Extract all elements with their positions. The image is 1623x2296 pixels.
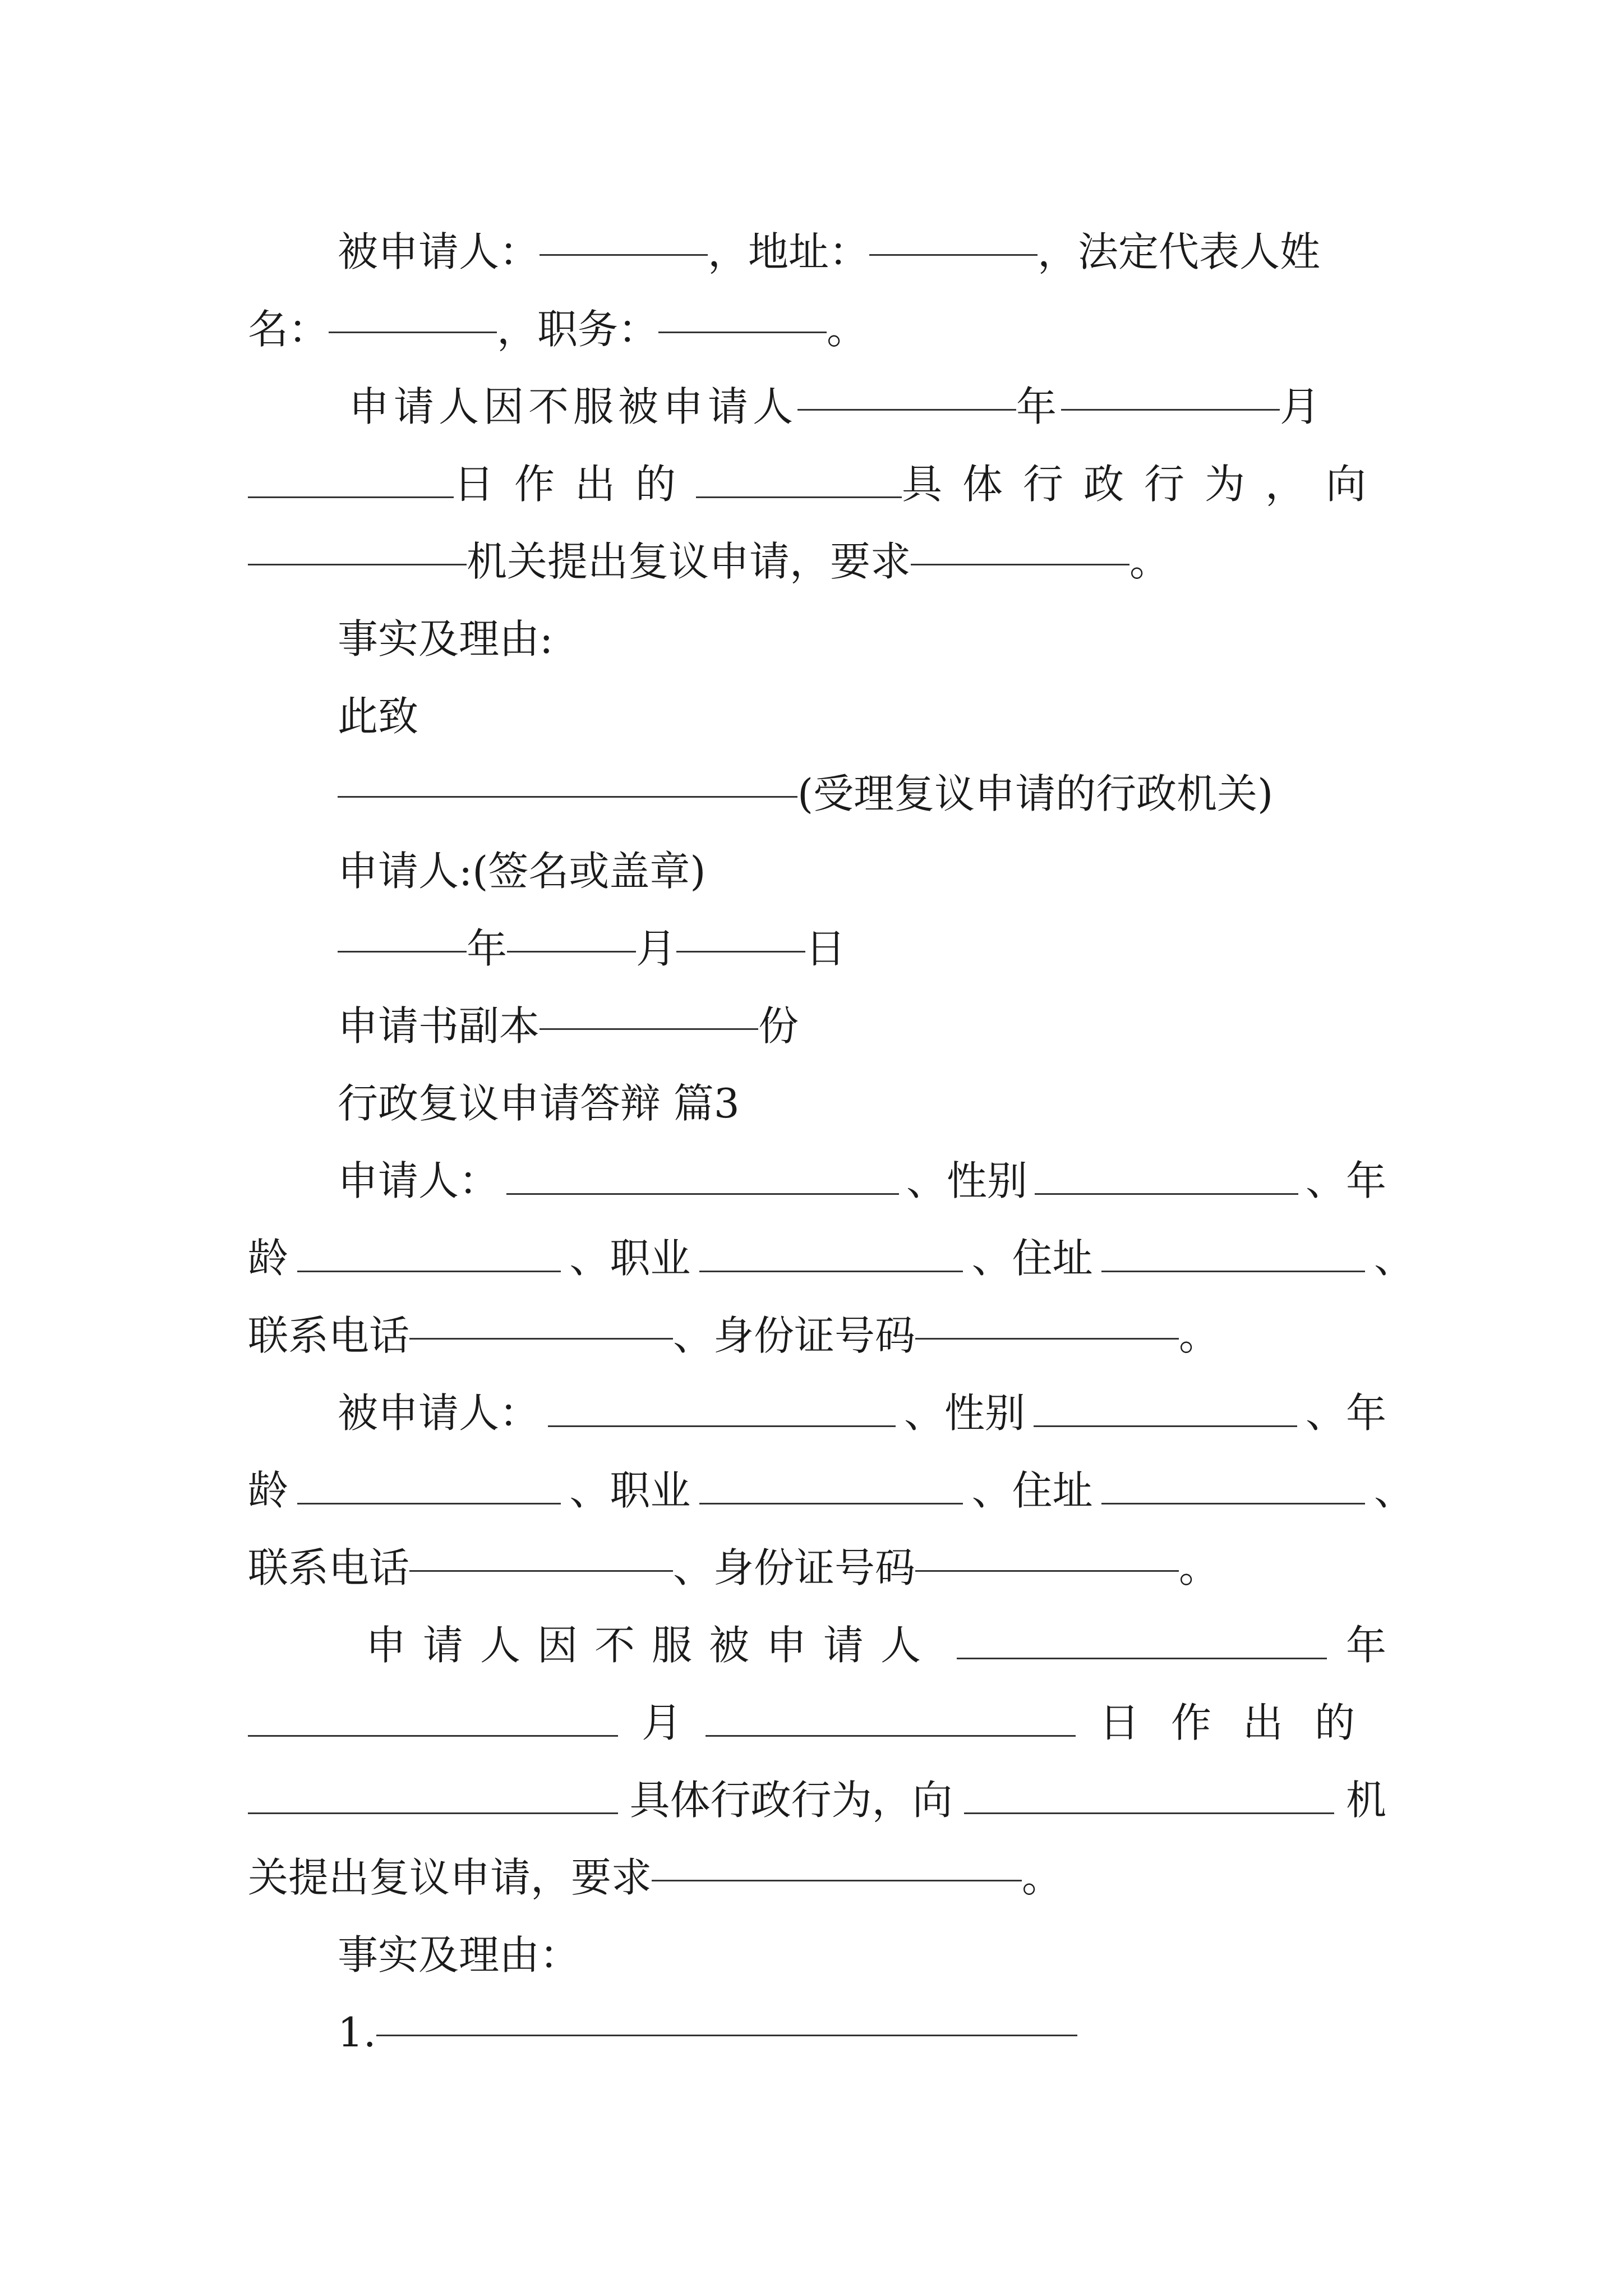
act-label: 具体行政行为，向 [901,461,1386,508]
request-blank[interactable] [911,563,1129,565]
copies-label: 申请书副本 [338,1002,540,1050]
copies-blank[interactable] [540,1028,758,1030]
date-line [248,910,1386,987]
statement-1-line-1 [248,368,1386,445]
id-blank[interactable] [915,1570,1179,1572]
separator: 、 [1373,1235,1414,1282]
statement-text: 申请人因不服被申请人 [349,383,798,430]
made-label: 日作出的 [1099,1699,1386,1746]
request-blank[interactable] [652,1879,1022,1881]
act-blank[interactable] [696,496,902,498]
section-title: 行政复议申请答辩 篇3 [338,1080,740,1127]
period: 。 [1022,1854,1063,1901]
statement-2-line-2 [248,1684,1386,1761]
period: 。 [1179,1312,1220,1359]
residence-label: 、住址 [971,1467,1093,1514]
gender-label: 、性别 [906,1157,1027,1204]
applicant-line-1 [248,1142,1386,1220]
age-label-tail: 龄 [248,1467,289,1514]
salutation: 此致 [338,693,419,740]
made-label: 日作出的 [453,461,696,508]
age-label: 、年 [1305,1389,1386,1437]
age-label: 、年 [1305,1157,1386,1204]
act-blank[interactable] [248,1812,618,1814]
id-blank[interactable] [915,1337,1179,1340]
recipient-blank[interactable] [338,795,797,798]
residence-blank[interactable] [1101,1502,1365,1504]
separator: 、 [1373,1467,1414,1514]
sign-month-blank[interactable] [507,950,636,953]
copies-unit: 份 [758,1002,799,1050]
list-item-1 [248,1994,1386,2071]
applicant-line-2 [248,1220,1414,1297]
month-label: 月 [641,1699,682,1746]
occupation-blank[interactable] [699,1502,963,1504]
age-label-tail: 龄 [248,1235,289,1282]
request-label: 机关提出复议申请，要求 [467,538,911,585]
list-number: 1. [338,2009,376,2056]
name-label-tail: 名： [248,306,329,353]
applicant-label: 申请人： [338,1157,500,1204]
occupation-blank[interactable] [699,1270,963,1272]
residence-label: 、住址 [971,1235,1093,1282]
address-label: ，地址： [708,228,870,275]
statement-text: 申请人因不服被申请人 [366,1622,938,1669]
gender-label: 、性别 [903,1389,1025,1437]
respondent-line-2 [248,291,1386,368]
phone-blank[interactable] [409,1570,673,1572]
statement-1-line-3 [248,523,1386,600]
recipient-line [248,755,1386,832]
period: 。 [827,306,868,353]
fact-blank-1[interactable] [376,2034,1077,2036]
respondent2-name-blank[interactable] [548,1425,896,1427]
residence-blank[interactable] [1101,1270,1365,1272]
respondent2-label: 被申请人： [338,1389,540,1437]
act-label: 具体行政行为，向 [629,1777,953,1824]
respondent2-line-1 [248,1374,1386,1452]
respondent2-line-2 [248,1452,1414,1529]
period: 。 [1179,1544,1220,1591]
respondent-name-blank[interactable] [540,254,708,256]
respondent-line-1 [248,213,1386,291]
statement-1-line-2 [248,445,1386,523]
facts-label-2: 事实及理由： [338,1931,580,1978]
id-label: 、身份证号码 [673,1544,916,1591]
day-blank[interactable] [706,1734,1076,1737]
statement-2-line-1 [248,1607,1386,1684]
statement-2-line-3 [248,1761,1386,1839]
month-blank[interactable] [248,1734,618,1737]
sign-day-label: 日 [805,925,846,972]
facts-label-1: 事实及理由: [338,615,554,662]
authority-label: 机 [1345,1777,1386,1824]
copies-line [248,987,1386,1065]
month-blank[interactable] [1061,408,1280,411]
day-blank[interactable] [248,496,454,498]
phone-label: 联系电话 [248,1544,410,1591]
age-blank[interactable] [297,1502,561,1504]
authority-blank[interactable] [248,563,467,565]
year-blank[interactable] [957,1657,1327,1659]
request-label: 关提出复议申请，要求 [248,1854,652,1901]
address-blank[interactable] [869,254,1038,256]
recipient-note: (受理复议申请的行政机关) [797,770,1274,817]
respondent-label: 被申请人： [338,228,540,275]
age-blank[interactable] [297,1270,561,1272]
applicant-line-3 [248,1297,1386,1374]
period: 。 [1129,538,1170,585]
legal-rep-label: ，法定代表人姓 [1038,228,1321,275]
id-label: 、身份证号码 [673,1312,916,1359]
sign-year-blank[interactable] [338,950,467,953]
authority-blank[interactable] [964,1812,1334,1814]
sign-day-blank[interactable] [676,950,805,953]
year-blank[interactable] [797,408,1016,411]
legal-rep-name-blank[interactable] [329,331,497,333]
signature-label: 申请人:(签名或盖章) [338,848,706,895]
year-label: 年 [1016,383,1062,430]
statement-2-line-4 [248,1839,1386,1916]
gender-blank[interactable] [1034,1425,1297,1427]
occupation-label: 、职业 [569,1235,691,1282]
year-label: 年 [1345,1622,1386,1669]
phone-label: 联系电话 [248,1312,410,1359]
sign-year-label: 年 [467,925,508,972]
position-label: ，职务： [497,306,659,353]
occupation-label: 、职业 [569,1467,691,1514]
position-blank[interactable] [658,331,827,333]
sign-month-label: 月 [636,925,677,972]
gender-blank[interactable] [1035,1193,1298,1195]
document-page [248,213,1414,2071]
respondent2-line-3 [248,1529,1386,1607]
month-label: 月 [1280,383,1325,430]
applicant-name-blank[interactable] [506,1193,899,1195]
phone-blank[interactable] [409,1337,673,1340]
